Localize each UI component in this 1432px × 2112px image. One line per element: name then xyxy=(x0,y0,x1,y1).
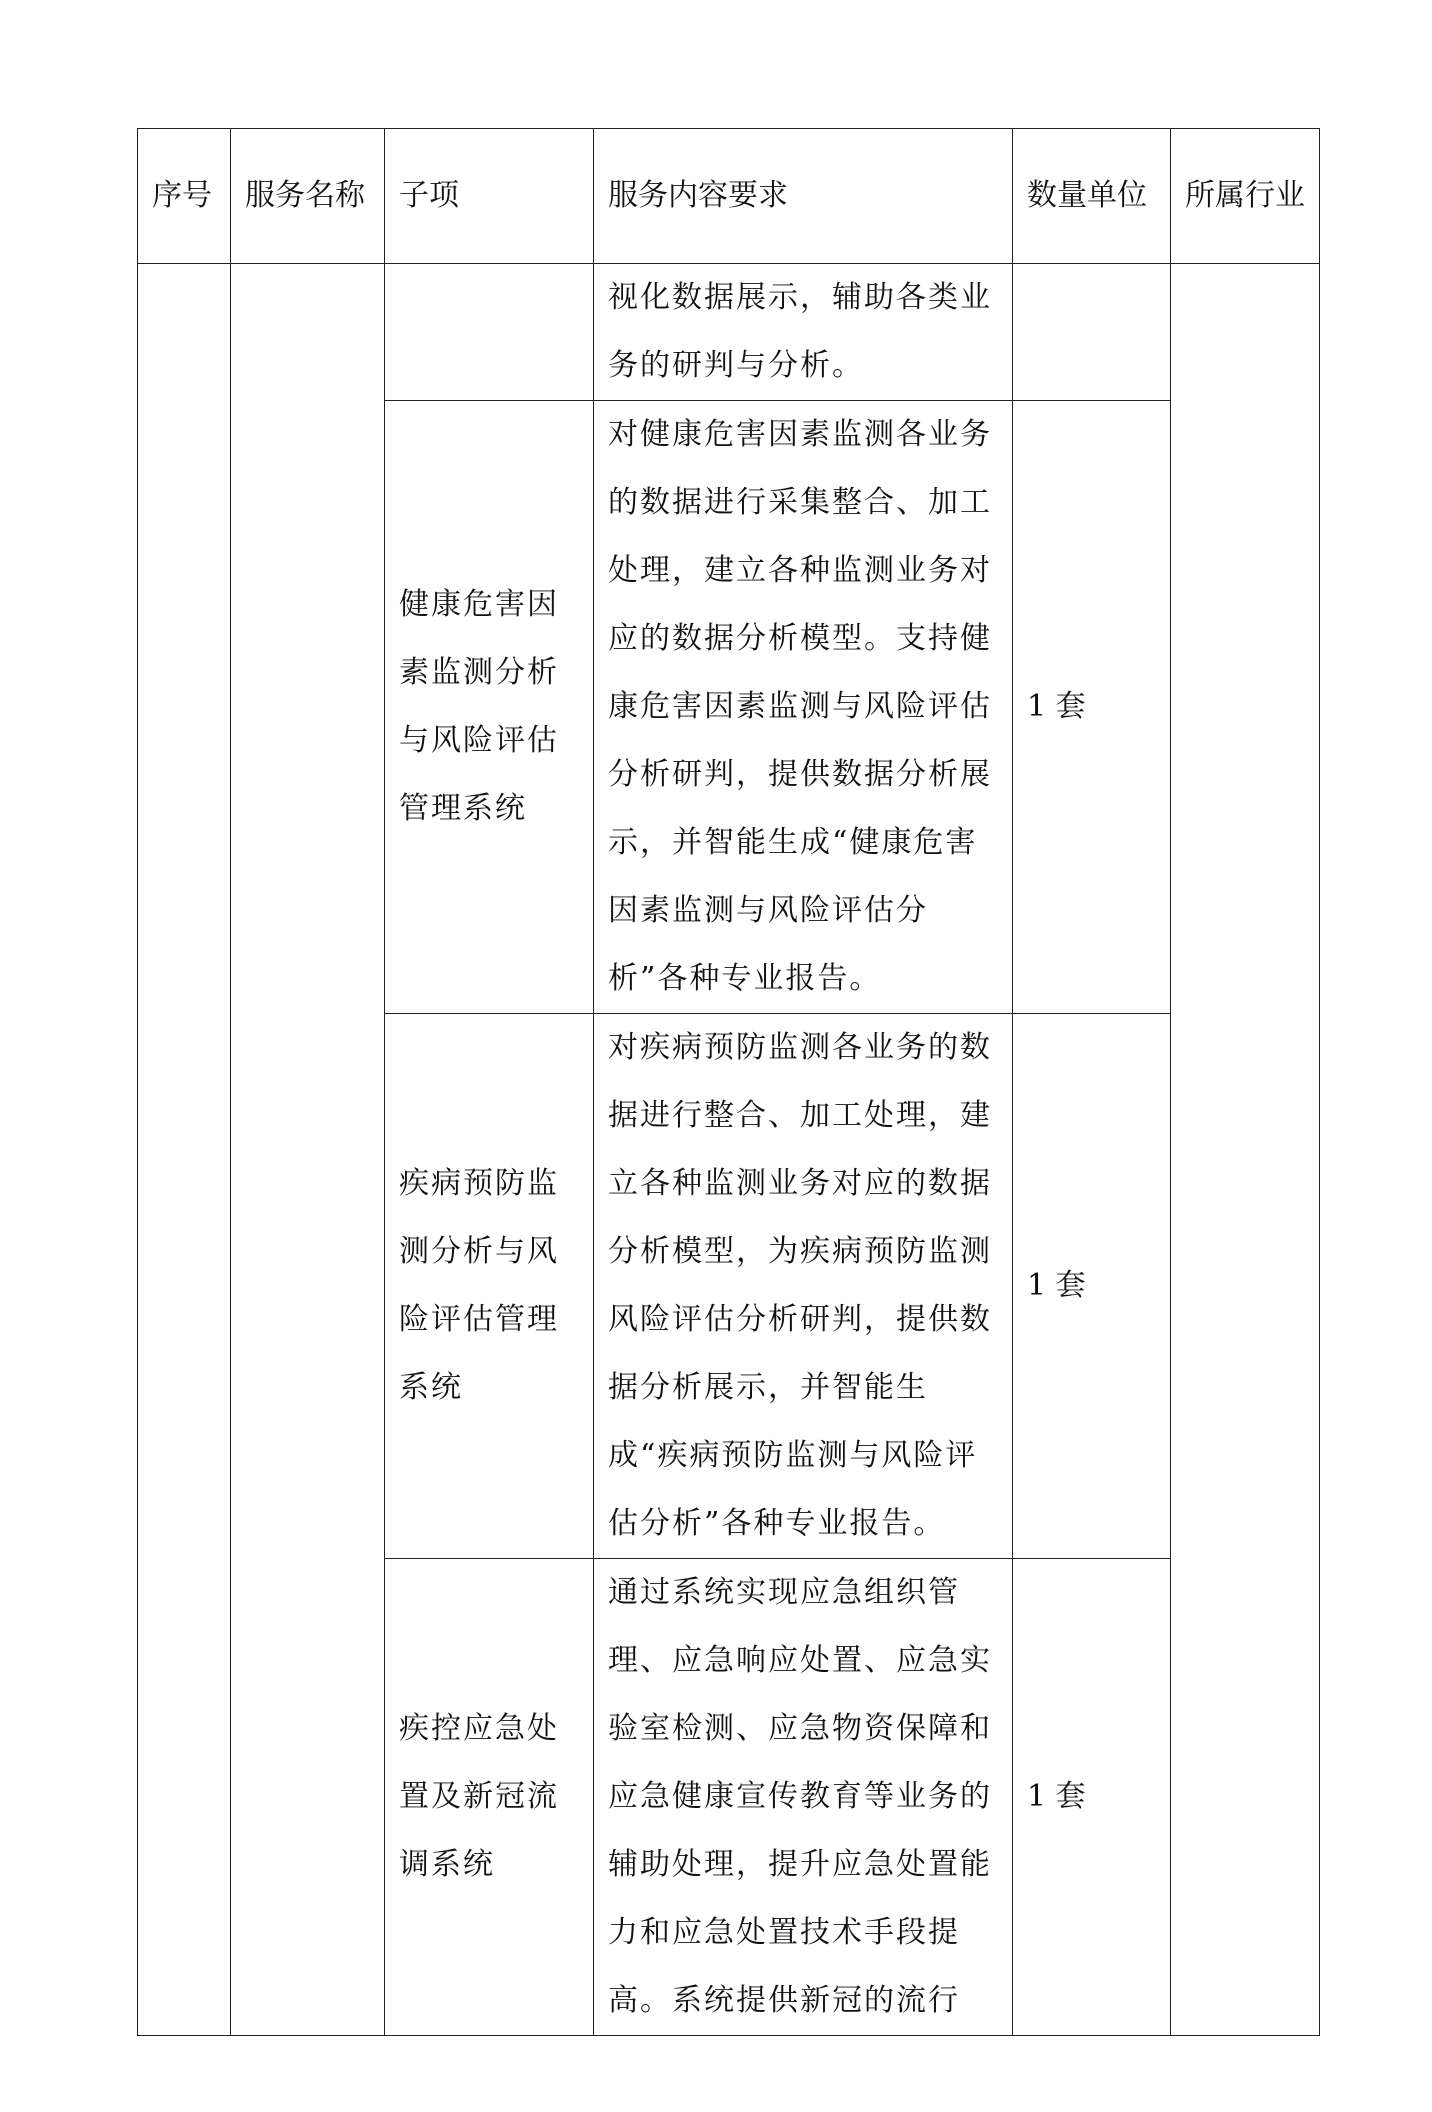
quantity-cell xyxy=(1013,264,1171,401)
sub-item-cell: 健康危害因素监测分析与风险评估管理系统 xyxy=(385,401,594,1014)
table-row xyxy=(138,264,1320,401)
header-sub-item: 子项 xyxy=(385,129,594,264)
header-service-name: 服务名称 xyxy=(231,129,385,264)
industry-cell xyxy=(1171,264,1320,2036)
service-name-cell xyxy=(231,264,385,2036)
header-content-requirements: 服务内容要求 xyxy=(594,129,1013,264)
service-table xyxy=(137,128,1320,2036)
header-seq: 序号 xyxy=(138,129,231,264)
content-cell: 视化数据展示，辅助各类业务的研判与分析。 xyxy=(594,264,1013,401)
header-industry: 所属行业 xyxy=(1171,129,1320,264)
content-cell: 对健康危害因素监测各业务的数据进行采集整合、加工处理，建立各种监测业务对应的数据分析模型。支持健康危害因素监测与风险评估分析研判，提供数据分析展示，并智能生成“健康危害因素监测与风险评估分析”各种专业报告。 xyxy=(594,401,1013,1014)
sub-item-cell: 疾病预防监测分析与风险评估管理系统 xyxy=(385,1014,594,1559)
quantity-cell: 1 套 xyxy=(1013,1559,1171,2036)
content-cell: 对疾病预防监测各业务的数据进行整合、加工处理，建立各种监测业务对应的数据分析模型，为疾病预防监测风险评估分析研判，提供数据分析展示，并智能生成“疾病预防监测与风险评估分析”各种专业报告。 xyxy=(594,1014,1013,1559)
header-quantity-unit: 数量单位 xyxy=(1013,129,1171,264)
content-cell: 通过系统实现应急组织管理、应急响应处置、应急实验室检测、应急物资保障和应急健康宣传教育等业务的辅助处理，提升应急处置能力和应急处置技术手段提高。系统提供新冠的流行 xyxy=(594,1559,1013,2036)
sub-item-cell: 疾控应急处置及新冠流调系统 xyxy=(385,1559,594,2036)
header-row xyxy=(138,129,1320,264)
quantity-cell: 1 套 xyxy=(1013,1014,1171,1559)
quantity-cell: 1 套 xyxy=(1013,401,1171,1014)
seq-cell xyxy=(138,264,231,2036)
sub-item-cell xyxy=(385,264,594,401)
